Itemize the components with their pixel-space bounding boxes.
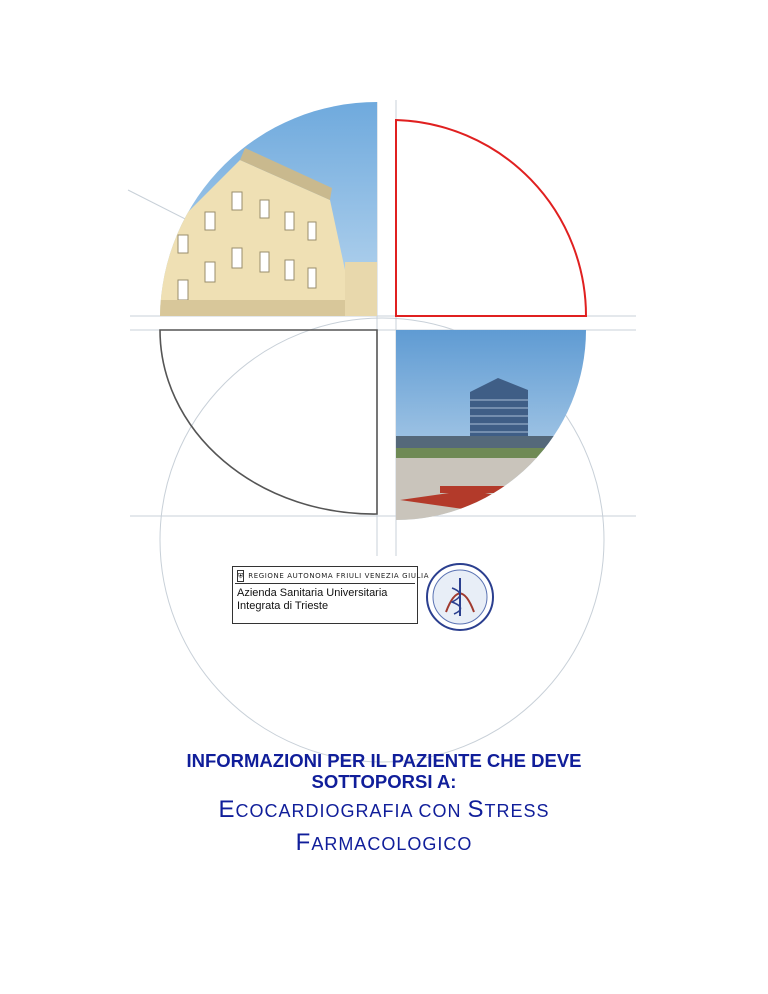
org-line-2: Integrata di Trieste — [237, 600, 329, 612]
title-line-1: INFORMAZIONI PER IL PAZIENTE CHE DEVE — [186, 750, 582, 771]
document-title — [0, 750, 768, 860]
procedure-name-line-1: ECOCARDIOGRAFIA CON STRESS — [218, 796, 550, 823]
region-banner — [235, 569, 430, 584]
org-line-1: Azienda Sanitaria Universitaria — [237, 587, 388, 599]
procedure-name-line-2: FARMACOLOGICO — [295, 829, 473, 856]
region-crest-icon: ⛨ — [238, 572, 244, 580]
building-photo — [150, 100, 380, 320]
dark-quarter-arc — [160, 330, 377, 514]
region-name: REGIONE AUTONOMA FRIULI VENEZIA GIULIA — [248, 572, 430, 580]
red-quarter-arc — [396, 120, 586, 316]
hospital-photo — [396, 330, 596, 530]
organization-name — [237, 587, 387, 613]
institution-logo — [232, 566, 430, 624]
title-line-2: SOTTOPORSI A: — [311, 771, 457, 792]
university-seal-icon — [427, 564, 493, 630]
